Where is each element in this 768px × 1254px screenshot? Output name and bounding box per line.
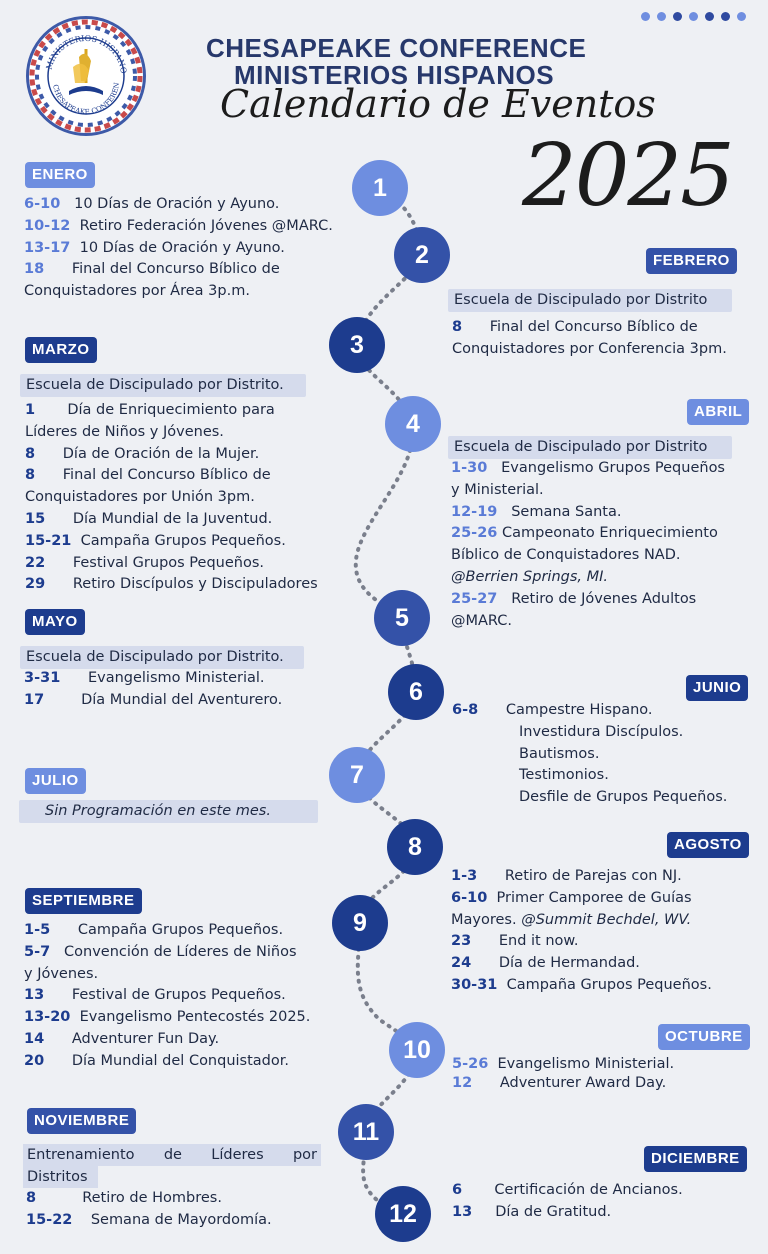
noviembre-training: Entrenamiento de Líderes por (23, 1144, 321, 1166)
agosto-events: 1-3 Retiro de Parejas con NJ. 6-10 Primer Camporee de Guías Mayores. @Summit Bechdel, WV. 23 End it now. 24 Día de Hermandad. 30-31 Campaña Grupos Pequeños. (451, 868, 712, 993)
month-octubre: OCTUBRE (658, 1024, 750, 1050)
febrero-events: 8 Final del Concurso Bíblico de Conquistadores por Conferencia 3pm. (452, 319, 727, 357)
timeline-number-7: 7 (329, 747, 385, 803)
month-marzo: MARZO (25, 337, 97, 363)
month-junio: JUNIO (686, 675, 748, 701)
septiembre-events: 1-5 Campaña Grupos Pequeños. 5-7 Convención de Líderes de Niños y Jóvenes. 13 Festival de Grupos Pequeños. 13-20 Evangelismo Pentecostés 2025. 14 Adventurer Fun Day. 20 Día Mundial del Conquistador. (24, 922, 311, 1069)
abril-events: 1-30 Evangelismo Grupos Pequeños y Ministerial. 12-19 Semana Santa. 25-26 Campeonato Enriquecimiento Bíblico de Conquistadores NAD. @Berrien Springs, MI. 25-27 Retiro de Jóvenes Adultos @MARC. (451, 460, 725, 629)
timeline-number-6: 6 (388, 664, 444, 720)
year-title: 2025 (522, 126, 733, 226)
enero-events: 6-10 10 Días de Oración y Ayuno. 10-12 Retiro Federación Jóvenes @MARC. 13-17 10 Días de Oración y Ayuno. 18 Final del Concurso Bíblico de Conquistadores por Área 3p.m. (24, 196, 333, 300)
timeline-number-11: 11 (338, 1104, 394, 1160)
title-conference: CHESAPEAKE CONFERENCE (206, 33, 587, 63)
month-noviembre: NOVIEMBRE (27, 1108, 136, 1134)
abril-discipulado: Escuela de Discipulado por Distrito (448, 436, 732, 459)
month-enero: ENERO (25, 162, 95, 188)
timeline-number-10: 10 (389, 1022, 445, 1078)
febrero-discipulado: Escuela de Discipulado por Distrito (448, 289, 732, 312)
title-ministry: MINISTERIOS HISPANOS (234, 60, 555, 90)
timeline-number-8: 8 (387, 819, 443, 875)
month-septiembre: SEPTIEMBRE (25, 888, 142, 914)
month-julio: JULIO (25, 768, 86, 794)
timeline-number-1: 1 (352, 160, 408, 216)
month-agosto: AGOSTO (667, 832, 749, 858)
noviembre-events: 8 Retiro de Hombres. 15-22 Semana de Mayordomía. (26, 1190, 272, 1228)
timeline-number-12: 12 (375, 1186, 431, 1242)
noviembre-training-2: Distritos (23, 1166, 98, 1188)
julio-no-events: Sin Programación en este mes. (19, 800, 318, 823)
timeline-number-2: 2 (394, 227, 450, 283)
month-febrero: FEBRERO (646, 248, 737, 274)
month-abril: ABRIL (687, 399, 749, 425)
marzo-events: 1 Día de Enriquecimiento para Líderes de Niños y Jóvenes. 8 Día de Oración de la Mujer. 8 Final del Concurso Bíblico de Conquistadores por Unión 3pm. 15 Día Mundial de la Juventud. 15-21 Campaña Grupos Pequeños. 22 Festival Grupos Pequeños. 29 Retiro Discípulos y Discipuladores (25, 402, 318, 593)
marzo-discipulado: Escuela de Discipulado por Distrito. (20, 374, 306, 397)
junio-events: 6-8 Campestre Hispano. Investidura Discípulos. Bautismos. Testimonios. Desfile de Grupos Pequeños. (452, 702, 728, 806)
svg-text:CHESAPEAKE CONFERENCE: CHESAPEAKE CONFEREN (51, 81, 122, 117)
svg-text:MINISTERIOS HISPANOS: MINISTERIOS HISPANO (44, 33, 129, 75)
timeline-number-9: 9 (332, 895, 388, 951)
mayo-events: 3-31 Evangelismo Ministerial. 17 Día Mundial del Aventurero. (24, 670, 283, 708)
octubre-events: 5-26 Evangelismo Ministerial. 12 Adventurer Award Day. (452, 1056, 675, 1091)
month-mayo: MAYO (25, 609, 85, 635)
mayo-discipulado: Escuela de Discipulado por Distrito. (20, 646, 304, 669)
month-diciembre: DICIEMBRE (644, 1146, 747, 1172)
timeline-number-5: 5 (374, 590, 430, 646)
timeline-number-3: 3 (329, 317, 385, 373)
timeline-number-4: 4 (385, 396, 441, 452)
title-calendar: Calendario de Eventos (220, 82, 656, 126)
diciembre-events: 6 Certificación de Ancianos. 13 Día de Gratitud. (452, 1182, 683, 1220)
